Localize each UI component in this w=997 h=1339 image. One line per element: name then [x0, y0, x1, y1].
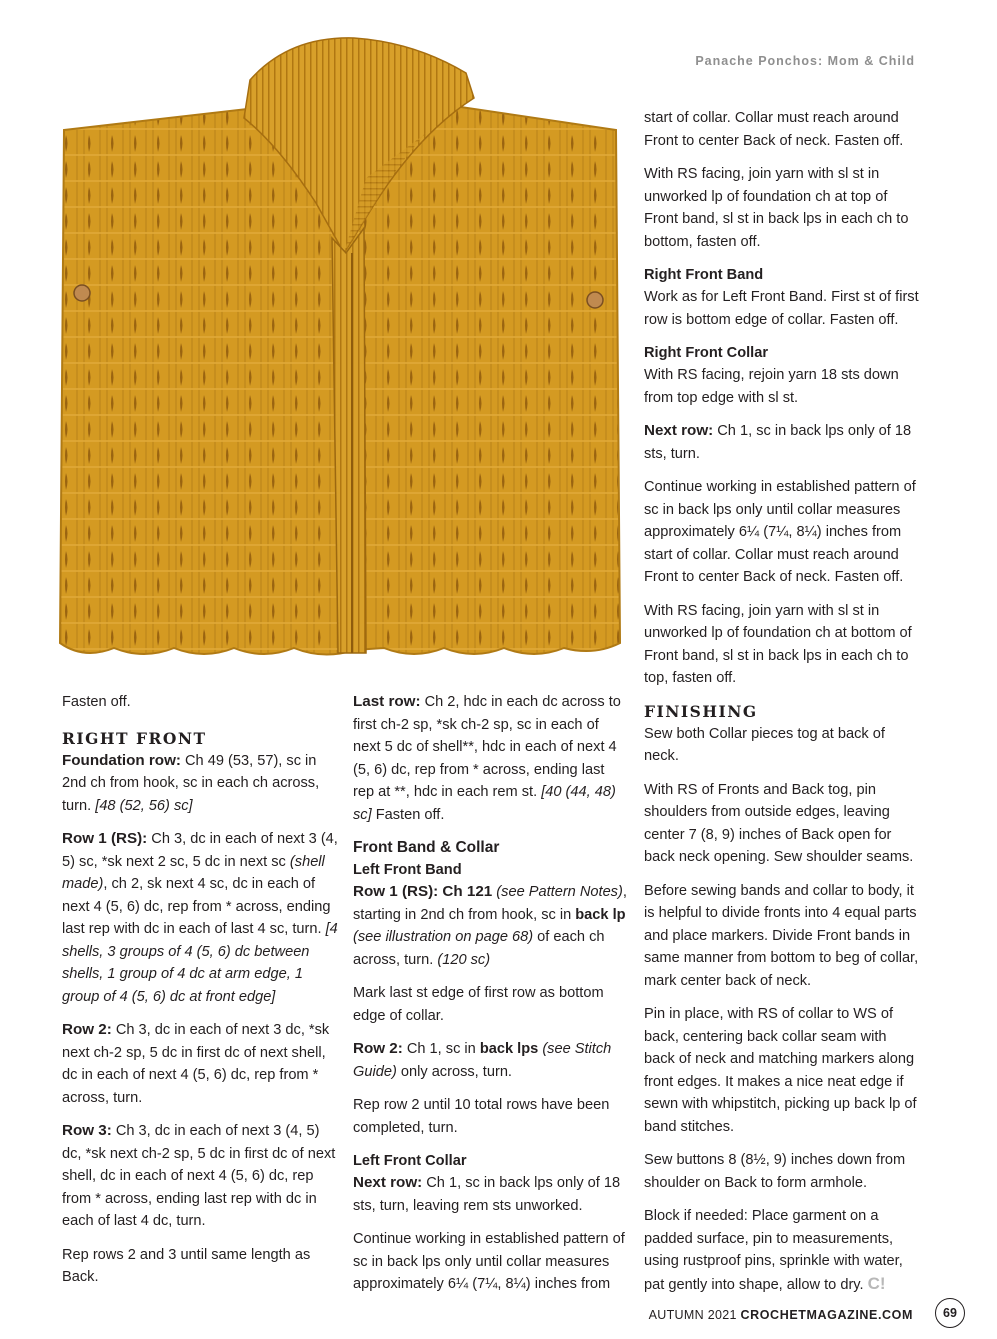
right-collar-text: With RS facing, rejoin yarn 18 sts down from top edge with sl st. [644, 367, 899, 406]
finishing-6: Block if needed: Place garment on a padded surface, pin to measurements, using rustproof pins, sprinkle with water, pat gently into shape, allow to dry. C! [644, 1208, 903, 1293]
finishing-2: With RS of Fronts and Back tog, pin shoulders from outside edges, leaving center 7 (8, 9) inches of Back open for back neck opening. Sew shoulder seams. [644, 781, 914, 865]
band-repeat: Rep row 2 until 10 total rows have been completed, turn. [353, 1097, 610, 1136]
row-3: Row 3: Ch 3, dc in each of next 3 (4, 5) dc, *sk next ch-2 sp, 5 dc in first dc of next shell, dc in each of next 4 (5, 6) dc, rep from * across, ending last rep with dc in each of last 4 dc, turn. [62, 1122, 336, 1229]
end-mark: C! [867, 1273, 886, 1293]
right-collar-next-row: Next row: Ch 1, sc in back lps only of 18 sts, turn. [644, 422, 912, 462]
mark-text: Mark last st edge of first row as bottom edge of collar. [353, 985, 604, 1024]
finishing-4: Pin in place, with RS of collar to WS of back, centering back collar seam with back of neck and matching markers along front edges. It makes a nice neat edge if sewn with whipstitch, picking up back lp of band stitches. [644, 1006, 917, 1135]
column-1 [62, 691, 338, 1300]
front-band [332, 228, 366, 653]
row-1: Row 1 (RS): Ch 3, dc in each of next 3 (4, 5) sc, *sk next 2 sc, 5 dc in next sc (shell made), ch 2, sk next 4 sc, dc in each of next 4 (5, 6) dc, rep from * across, ending last rep with dc in each of last 4 sc, turn. [4 shells, 3 groups of 4 (5, 6) dc between shells, 1 group of 4 dc at arm edge, 1 group of 4 (5, 6) dc at front edge] [62, 830, 338, 1005]
heading-left-front-band: Left Front Band [353, 862, 462, 878]
heading-left-front-collar: Left Front Collar [353, 1153, 467, 1169]
footer [649, 1308, 913, 1322]
row-2: Row 2: Ch 3, dc in each of next 3 dc, *sk next ch-2 sp, 5 dc in first dc of next shell, dc in each of next 4 (5, 6) dc, rep from * across, turn. [62, 1021, 330, 1106]
finishing-3: Before sewing bands and collar to body, it is helpful to divide fronts into 4 equal parts and place markers. Divide Front bands in same manner from bottom to beg of collar, mark center back of neck. [644, 882, 919, 989]
fasten-off-text: Fasten off. [62, 694, 131, 710]
right-collar-continue: Continue working in established pattern of sc in back lps only until collar measures approximately 6¼ (7¼, 8¼) inches from start of collar. Collar must reach around Front to center Back of neck. Fasten off. [644, 479, 916, 585]
join-text-1: With RS facing, join yarn with sl st in unworked lp of foundation ch at top of Front band, sl st in back lps in each ch to bottom, fasten off. [644, 166, 909, 250]
column-2 [353, 691, 629, 1296]
heading-right-front: RIGHT FRONT [62, 728, 207, 748]
button-left [74, 285, 90, 301]
join-text-2: With RS facing, join yarn with sl st in unworked lp of foundation ch at bottom of Front band, sl st in back lps in each ch to top, fasten off. [644, 602, 912, 686]
band-row-1: Row 1 (RS): Ch 121 (see Pattern Notes), starting in 2nd ch from hook, sc in back lp (see illustration on page 68) of each ch across, turn. (120 sc) [353, 883, 627, 968]
button-right [587, 292, 603, 308]
foundation-row: Foundation row: Ch 49 (53, 57), sc in 2nd ch from hook, sc in each ch across, turn. [48 (52, 56) sc] [62, 751, 320, 814]
footer-season: AUTUMN 2021 [648, 1308, 741, 1322]
band-row-2: Row 2: Ch 1, sc in back lps (see Stitch Guide) only across, turn. [353, 1040, 612, 1080]
repeat-text: Rep rows 2 and 3 until same length as Back. [62, 1246, 311, 1285]
heading-right-front-band: Right Front Band [644, 267, 764, 283]
finishing-5: Sew buttons 8 (8½, 9) inches down from shoulder on Back to form armhole. [644, 1152, 906, 1191]
collar-continue-end: start of collar. Collar must reach around Front to center Back of neck. Fasten off. [644, 110, 904, 149]
heading-band-collar: Front Band & Collar [353, 839, 500, 856]
right-band-text: Work as for Left Front Band. First st of first row is bottom edge of collar. Fasten off. [644, 289, 919, 328]
footer-site: CROCHETMAGAZINE.COM [740, 1308, 913, 1322]
collar-next-row: Next row: Ch 1, sc in back lps only of 18 sts, turn, leaving rem sts unworked. [353, 1174, 621, 1214]
heading-right-front-collar: Right Front Collar [644, 345, 769, 361]
last-row: Last row: Ch 2, hdc in each dc across to first ch-2 sp, *sk ch-2 sp, sc in each of next 5 dc of shell**, hdc in each of next 4 (5, 6) dc, rep from * across, ending last rep at **, hdc in each rem st. [40 (44, 48) sc] Fasten off. [353, 693, 621, 823]
poncho-photo [54, 28, 629, 678]
running-header: Panache Ponchos: Mom & Child [695, 54, 915, 68]
heading-finishing: FINISHING [644, 701, 758, 721]
finishing-1: Sew both Collar pieces tog at back of neck. [644, 725, 885, 764]
column-3 [644, 107, 920, 1307]
collar-continue: Continue working in established pattern of sc in back lps only until collar measures approximately 6¼ (7¼, 8¼) inches from [353, 1231, 625, 1292]
page-number: 69 [935, 1298, 965, 1328]
